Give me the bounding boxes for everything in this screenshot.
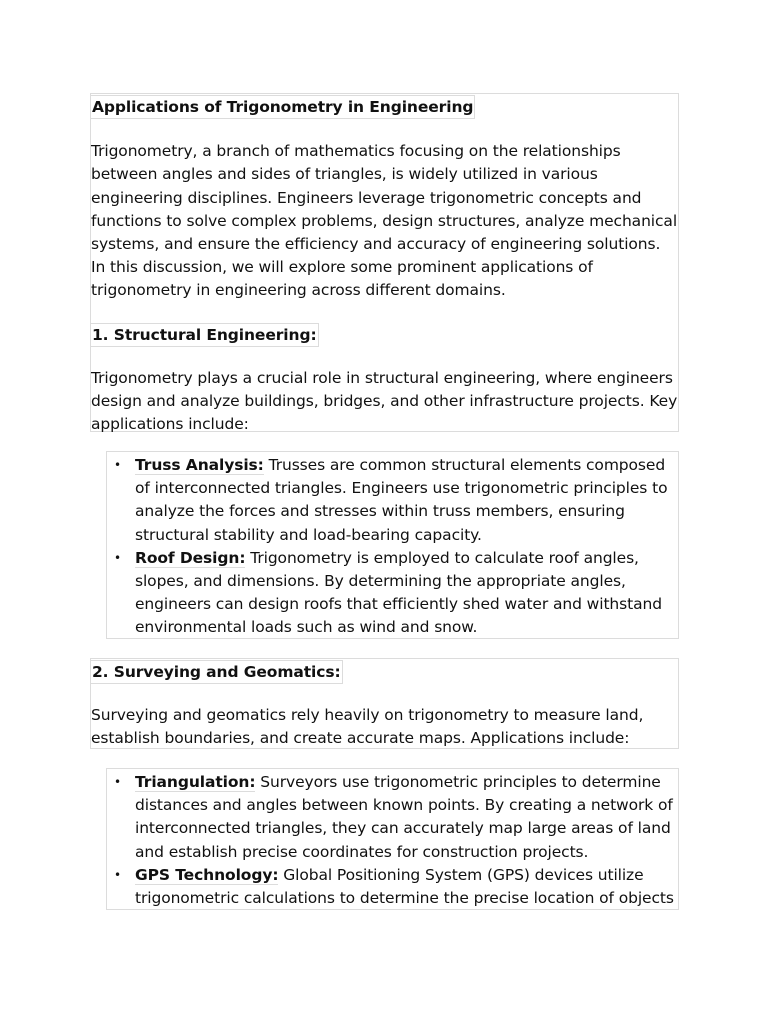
list-item-desc: Trusses are common structural elements composed of interconnected triangles. Engineers use trigonometric principles to analyze the forces and stresses within truss members, ensuring structural stability and load-bearing capacity. <box>135 456 668 544</box>
list-item-term: GPS Technology: <box>135 865 279 884</box>
list-item-term: Triangulation: <box>135 773 256 791</box>
list-item <box>107 547 678 640</box>
list-item <box>107 864 678 910</box>
bullet-icon: • <box>114 867 121 882</box>
section-1-list-block <box>106 451 679 639</box>
section-1-heading: 1. Structural Engineering: <box>90 323 319 347</box>
section-2-list <box>107 771 678 910</box>
section-2-heading: 2. Surveying and Geomatics: <box>90 660 343 684</box>
list-item-desc: Trigonometry is employed to calculate roof angles, slopes, and dimensions. By determining the appropriate angles, engineers can design roofs that efficiently shed water and withstand environmental loads such as wind and snow. <box>135 548 662 637</box>
document-title: Applications of Trigonometry in Engineering <box>90 95 475 119</box>
section-2-block <box>90 658 679 749</box>
section-2-text: Surveying and geomatics rely heavily on trigonometry to measure land, establish boundaries, and create accurate maps. Applications include: <box>91 706 644 748</box>
intro-paragraph: Trigonometry, a branch of mathematics focusing on the relationships between angles and sides of triangles, is widely utilized in various engineering disciplines. Engineers leverage trigonometric concepts and functions to solve complex problems, design structures, analyze mechanical systems, and ensure the efficiency and accuracy of engineering solutions. In this discussion, we will explore some prominent applications of trigonometry in engineering across different domains. <box>91 142 678 300</box>
list-item-desc: Surveyors use trigonometric principles to determine distances and angles between known points. By creating a network of interconnected triangles, they can accurately map large areas of land and establish precise coordinates for construction projects. <box>135 773 673 861</box>
section-2-list-block <box>106 768 679 910</box>
section-1-list <box>107 454 678 640</box>
bullet-icon: • <box>114 458 121 472</box>
list-item <box>107 454 678 547</box>
list-item <box>107 771 678 864</box>
intro-block <box>90 93 679 432</box>
list-item-term: Roof Design: <box>135 548 246 567</box>
list-item-term: Truss Analysis: <box>135 456 264 474</box>
bullet-icon: • <box>114 550 121 565</box>
list-item-desc: Global Positioning System (GPS) devices utilize trigonometric calculations to determine the precise location of objects <box>135 865 674 908</box>
section-1-text: Trigonometry plays a crucial role in structural engineering, where engineers design and analyze buildings, bridges, and other infrastructure projects. Key applications include: <box>91 368 678 434</box>
bullet-icon: • <box>114 775 121 789</box>
